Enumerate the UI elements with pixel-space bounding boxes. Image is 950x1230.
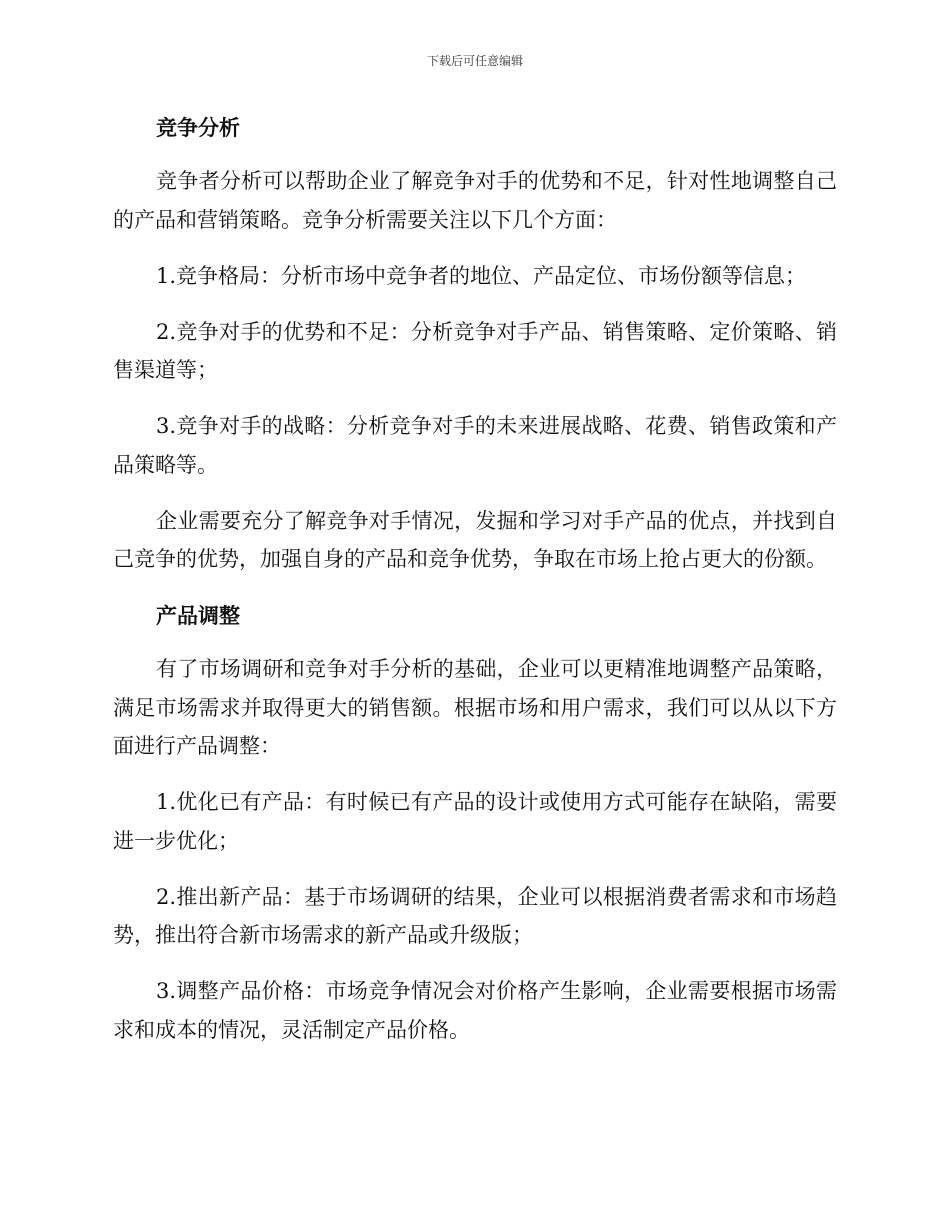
- section-heading-product-adjustment: 产品调整: [156, 604, 240, 628]
- paragraph-competition-intro: 竞争者分析可以帮助企业了解竞争对手的优势和不足，针对性地调整自己的产品和营销策略。竞争分析需要关注以下几个方面：: [113, 169, 837, 232]
- section-heading-competition: 竞争分析: [156, 116, 240, 140]
- list-item-competition-1: 1.竞争格局：分析市场中竞争者的地位、产品定位、市场份额等信息；: [156, 263, 807, 288]
- list-item-competition-3: 3.竞争对手的战略：分析竞争对手的未来进展战略、花费、销售政策和产品策略等。: [113, 414, 837, 477]
- list-item-product-2: 2.推出新产品：基于市场调研的结果，企业可以根据消费者需求和市场趋势，推出符合新市场需求的新产品或升级版；: [113, 884, 837, 947]
- header-note: 下载后可任意编辑: [426, 54, 523, 68]
- list-item-product-3: 3.调整产品价格：市场竞争情况会对价格产生影响，企业需要根据市场需求和成本的情况，灵活制定产品价格。: [113, 979, 837, 1042]
- paragraph-competition-conclusion: 企业需要充分了解竞争对手情况，发掘和学习对手产品的优点，并找到自己竞争的优势，加强自身的产品和竞争优势，争取在市场上抢占更大的份额。: [113, 508, 837, 571]
- list-item-product-1: 1.优化已有产品：有时候已有产品的设计或使用方式可能存在缺陷，需要进一步优化；: [113, 790, 837, 853]
- document-body: [113, 108, 837, 1049]
- list-item-competition-2: 2.竞争对手的优势和不足：分析竞争对手产品、销售策略、定价策略、销售渠道等；: [113, 319, 837, 382]
- paragraph-product-intro: 有了市场调研和竞争对手分析的基础，企业可以更精准地调整产品策略，满足市场需求并取得更大的销售额。根据市场和用户需求，我们可以从以下方面进行产品调整：: [113, 657, 837, 758]
